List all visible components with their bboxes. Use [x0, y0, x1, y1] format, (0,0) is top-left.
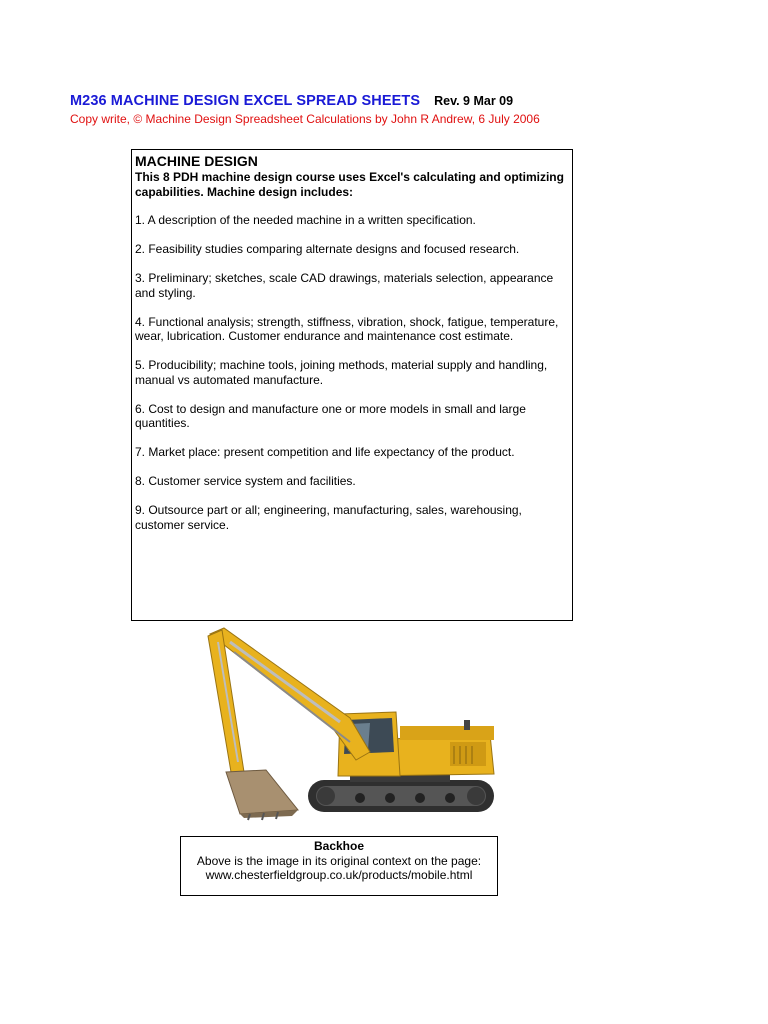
list-item: 6. Cost to design and manufacture one or more models in small and large quantities. [135, 401, 526, 430]
list-item: 8. Customer service system and facilities. [135, 474, 356, 488]
caption-title: Backhoe [313, 839, 365, 853]
list-item: 5. Producibility; machine tools, joining methods, material supply and handling, manual vs automated manufacture. [135, 358, 548, 387]
list-item: 2. Feasibility studies comparing alternate designs and focused research. [135, 242, 520, 256]
revision-label: Rev. 9 Mar 09 [434, 94, 514, 108]
list-item: 1. A description of the needed machine in a written specification. [135, 213, 476, 227]
list-item: 4. Functional analysis; strength, stiffness, vibration, shock, fatigue, temperature, wear, lubrication. Customer endurance and maintenance cost estimate. [135, 314, 559, 343]
list-item: 3. Preliminary; sketches, scale CAD drawings, materials selection, appearance and styling. [135, 271, 554, 300]
course-description-box [131, 149, 573, 621]
caption-text: Above is the image in its original context on the page: [196, 853, 482, 868]
caption-url: www.chesterfieldgroup.co.uk/products/mobile.html [205, 868, 473, 882]
track-assembly [308, 780, 494, 812]
image-caption-box [180, 836, 498, 896]
list-item: 9. Outsource part or all; engineering, manufacturing, sales, warehousing, customer service. [135, 503, 522, 532]
document-title: M236 MACHINE DESIGN EXCEL SPREAD SHEETS [70, 93, 421, 109]
backhoe-image [200, 622, 520, 822]
backhoe-excavator-illustration [200, 622, 520, 822]
copyright-line: Copy write, © Machine Design Spreadsheet Calculations by John R Andrew, 6 July 2006 [70, 112, 540, 126]
list-item: 7. Market place: present competition and life expectancy of the product. [135, 445, 515, 459]
document-header [70, 92, 513, 110]
bucket [226, 770, 298, 820]
box-intro: This 8 PDH machine design course uses Excel's calculating and optimizing capabilities. Machine design includes: [135, 170, 564, 199]
box-title: MACHINE DESIGN [135, 153, 258, 169]
